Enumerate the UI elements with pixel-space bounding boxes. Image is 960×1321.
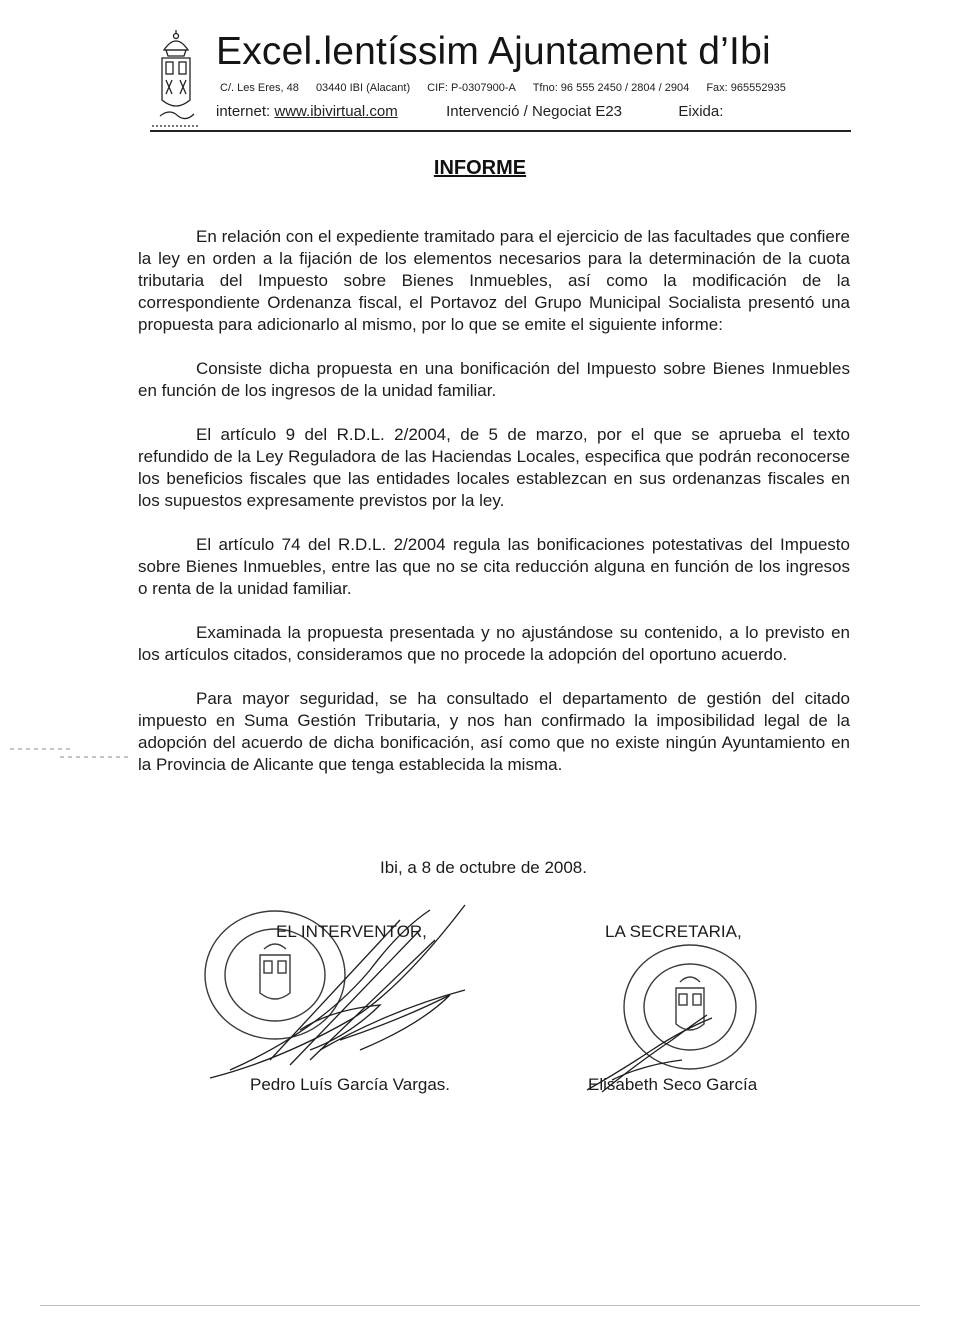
interventor-title: EL INTERVENTOR,: [276, 922, 427, 941]
cif-number: CIF: P-0307900-A: [427, 82, 516, 94]
website-link[interactable]: www.ibivirtual.com: [274, 103, 398, 120]
paragraph: Consiste dicha propuesta en una bonificación del Impuesto sobre Bienes Inmuebles en función de los ingresos de la unidad familiar.: [138, 359, 850, 400]
contact-line: [216, 103, 723, 120]
paragraph: Examinada la propuesta presentada y no ajustándose su contenido, a lo previsto en los artículos citados, consideramos que no procede la adopción del oportuno acuerdo.: [138, 623, 850, 664]
fax-number: Fax: 965552935: [706, 82, 786, 94]
town-crest-icon: [150, 28, 202, 128]
phone-numbers: Tfno: 96 555 2450 / 2804 / 2904: [532, 82, 690, 94]
secretary-title: LA SECRETARIA,: [605, 922, 742, 941]
date-line: Ibi, a 8 de octubre de 2008.: [380, 858, 587, 877]
report-body: [138, 226, 850, 798]
footer-divider: [40, 1305, 920, 1306]
street-address: C/. Les Eres, 48: [220, 82, 299, 94]
paragraph: Para mayor seguridad, se ha consultado el departamento de gestión del citado impuesto en Suma Gestión Tributaria, y nos han confirmado la imposibilidad legal de la adopción del acuerdo de dicha bonificación, así como que no existe ningún Ayuntamiento en la Provincia de Alicante que tenga establecida la misma.: [138, 689, 850, 774]
header-divider: [150, 130, 851, 132]
paragraph: En relación con el expediente tramitado para el ejercicio de las facultades que confiere la ley en orden a la fijación de los elementos necesarios para la determinación de la cuota tributaria del Impuesto sobre Bienes Inmuebles, así como la modificación de la correspondiente Ordenanza fiscal, el Portavoz del Grupo Municipal Socialista presentó una propuesta para adicionarlo al mismo, por lo que se emite el siguiente informe:: [138, 227, 850, 334]
paragraph: El artículo 74 del R.D.L. 2/2004 regula las bonificaciones potestativas del Impuesto sobre Bienes Inmuebles, entre las que no se cita reducción alguna en función de los ingresos o renta de la unidad familiar.: [138, 535, 850, 598]
document-title: INFORME: [433, 157, 527, 179]
address-line: [220, 82, 800, 94]
scan-margin-mark-icon: [10, 735, 130, 765]
organization-name: Excel.lentíssim Ajuntament d’Ibi: [216, 30, 771, 73]
secretary-name: Elisabeth Seco García: [588, 1075, 758, 1094]
internet-label: internet:: [216, 103, 271, 120]
paragraph: El artículo 9 del R.D.L. 2/2004, de 5 de marzo, por el que se aprueba el texto refundido de la Ley Reguladora de las Haciendas Locales, especifica que podrán reconocerse los beneficios fiscales que las entidades locales establezcan en sus ordenanzas fiscales en los supuestos expresamente previstos por la ley.: [138, 425, 850, 510]
exit-label: Eixida:: [678, 103, 724, 120]
interventor-name: Pedro Luís García Vargas.: [250, 1075, 451, 1094]
interventor-signature-icon: [200, 900, 480, 1090]
department-label: Intervenció / Negociat E23: [446, 103, 623, 120]
postal-address: 03440 IBI (Alacant): [315, 82, 411, 94]
